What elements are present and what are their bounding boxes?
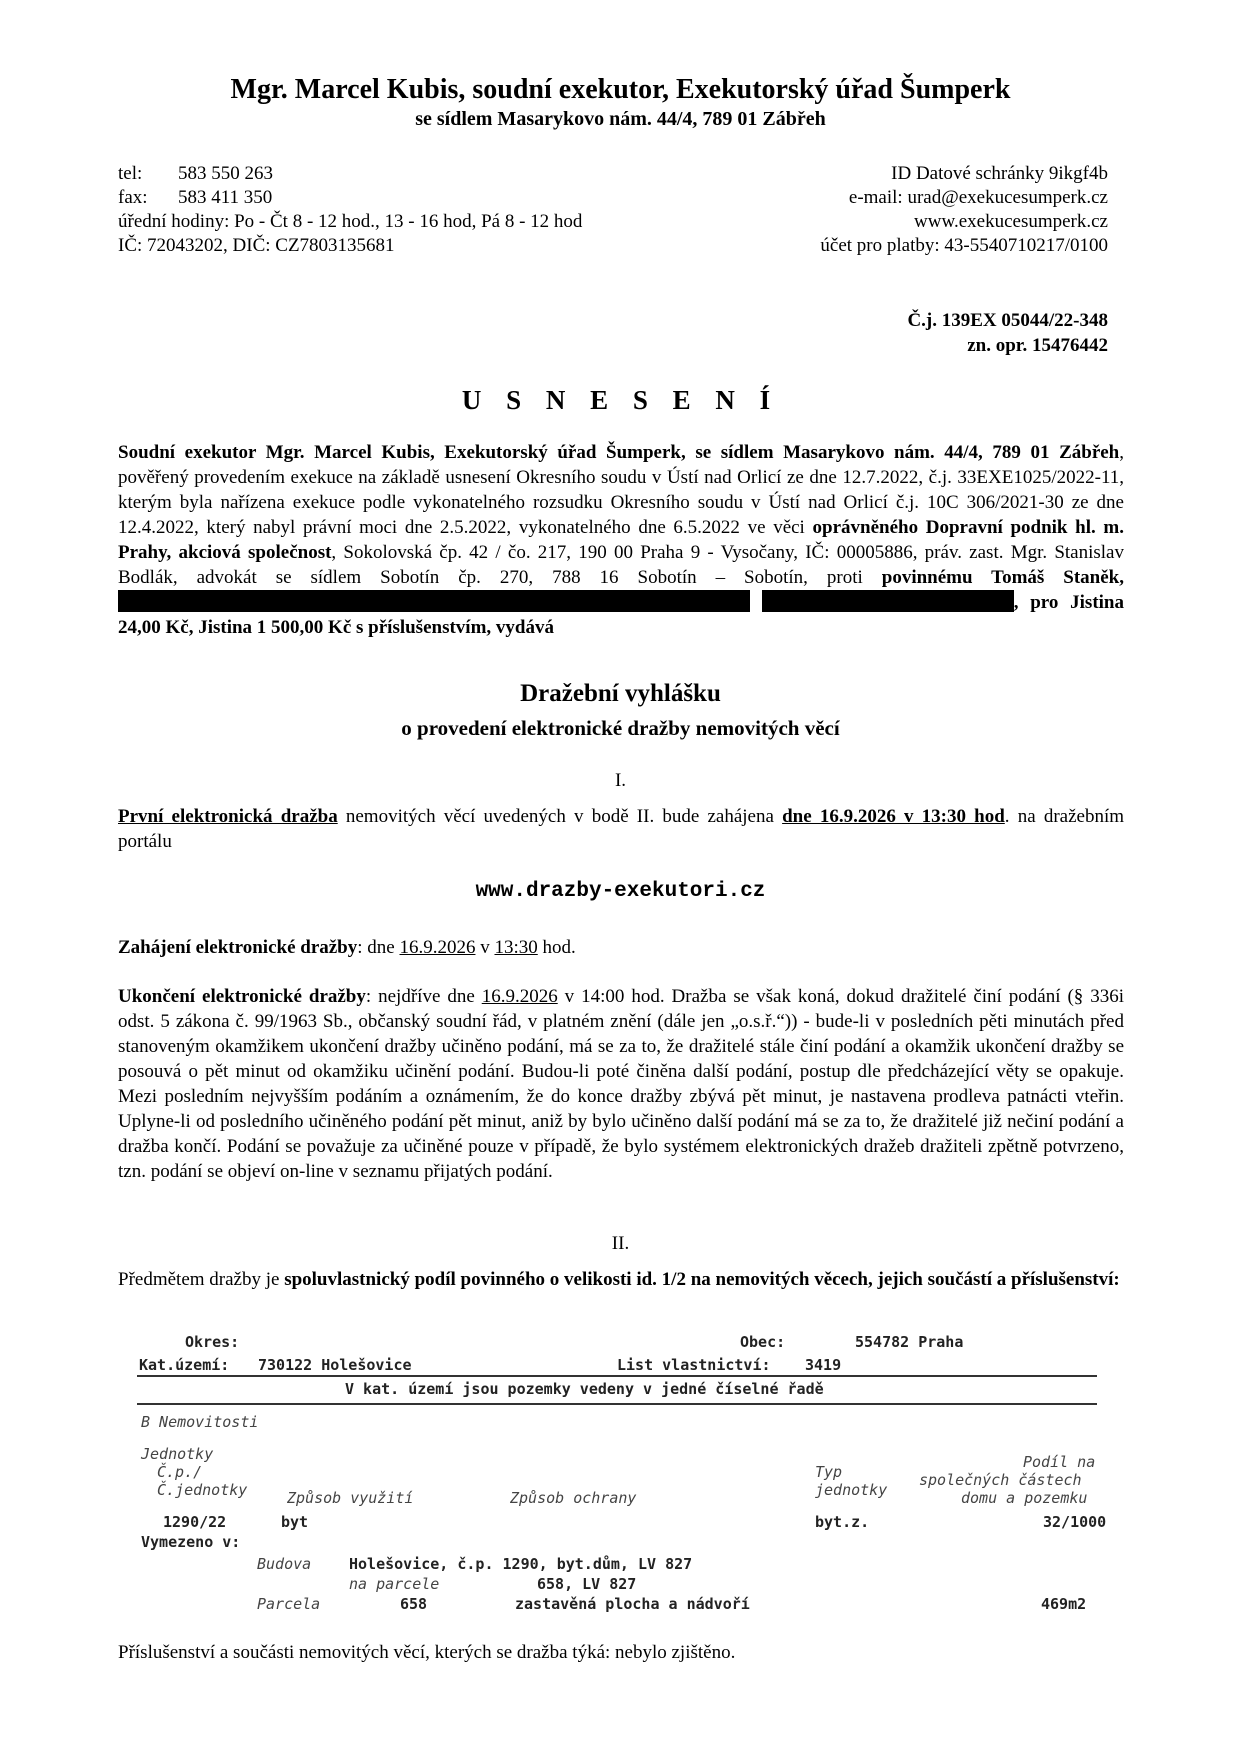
intro-text-2: , Sokolovská čp. 42 / čo. 217, 190 00 Praha 9 - Vysočany, IČ: 00005886, práv. zast. Mgr. Stanislav Bodlák, advokát se sídlem Sobotín čp. 270, 788 16 Sobotín – Sobotín, proti [118,542,1124,588]
start-text: hod. [537,937,576,958]
ic-dic: IČ: 72043202, DIČ: CZ7803135681 [118,235,395,256]
bank-account: účet pro platby: 43-5540710217/0100 [820,235,1108,256]
col-type-1: Typ [815,1463,843,1481]
lv-label: List vlastnictví: [617,1356,771,1374]
unit-share: 32/1000 [1043,1513,1107,1531]
parcel-number: 658 [400,1595,428,1613]
obec-label: Obec: [740,1333,786,1351]
website: www.exekucesumperk.cz [914,211,1108,232]
parcel-label: Parcela [257,1595,321,1613]
end-label: Ukončení elektronické dražby [118,986,366,1007]
document-type-heading: U S N E S E N Í [461,385,780,415]
auction-end-paragraph [118,984,1124,1184]
section-b-heading: B Nemovitosti [141,1413,259,1431]
end-text: : nejdříve dne [365,986,482,1007]
auction-portal-url: www.drazby-exekutori.cz [475,880,766,903]
intro-text: , pověřený provedením exekuce na základě usnesení Okresního soudu v Ústí nad Orlicí ze dne 12.7.2022, č.j. 33EXE1025/2022-11, kterým byla nařízena exekuce podle vykonatelného rozsudku Okresního soudu v Ústí nad Orlicí č.j. 10C 306/2021-30 ze dne 12.4.2022, který nabyl právní moci dne 2.5.2022, vykonatelného dne 6.5.2022 ve věci [118,442,1124,538]
lv-value: 3419 [805,1356,842,1374]
contact-right [820,162,1108,258]
defined-in-label: Vymezeno v: [141,1533,241,1551]
office-address: se sídlem Masarykovo nám. 44/4, 789 01 Zábřeh [415,108,826,130]
katuzemi-label: Kat.území: [139,1356,230,1374]
cadastre-banner: V kat. území jsou pozemky vedeny v jedné číselné řadě [345,1380,824,1398]
auction-start [118,935,1124,960]
col-share-3: domu a pozemku [961,1489,1088,1507]
start-text: : dne [357,937,400,958]
reference-block [907,308,1108,358]
start-label: Zahájení elektronické dražby [118,937,358,958]
col-cj: Č.jednotky [157,1481,248,1499]
redaction-block [118,590,750,612]
col-cp: Č.p./ [157,1463,203,1481]
col-units: Jednotky [141,1445,214,1463]
office-title: Mgr. Marcel Kubis, soudní exekutor, Exekutorský úřad Šumperk [230,74,1011,105]
case-number: Č.j. 139EX 05044/22-348 [907,310,1108,331]
unit-use: byt [281,1513,309,1531]
email: e-mail: urad@exekucesumperk.cz [848,187,1108,208]
start-text: v [475,937,495,958]
building-value: Holešovice, č.p. 1290, byt.dům, LV 827 [349,1555,693,1573]
okres-label: Okres: [185,1333,240,1351]
start-time: 13:30 [494,937,538,958]
end-text-body: v 14:00 hod. Dražba se však koná, dokud dražitelé činí podání (§ 336i odst. 5 zákona č. 99/1963 Sb., občanský soudní řád, v platném znění (dále jen „o.s.ř.“)) - bude-li v posledních pěti minutách před stanoveným okamžikem ukončení dražby učiněno podání, má se za to, že dražitelé stále činí podání a okamžik ukončení dražby se posouvá o pět minut od okamžiku učinění podání. Budou-li poté činěna další podání, postup dle předcházející věty se opakuje. Mezi posledním nejvyšším podáním a oznámením, že do konce dražby zbývá pět minut, je nastavena prodleva patnácti vteřin. Uplyne-li od posledního učiněného podání pět minut, aniž by bylo učiněno další podání má se za to, že dražitelé již nečiní podání a dražba končí. Podání se považuje za učiněné pouze v případě, že bylo systémem elektronických dražeb dražiteli zpětně potvrzeno, tzn. podání se objeví on-line v seznamu přijatých podání. [118,986,1125,1182]
section-2-paragraph [118,1267,1124,1292]
section-1-text-b: . na dražebním portálu [118,806,1125,852]
col-share-1: Podíl na [1023,1453,1096,1471]
fax-value: 583 411 350 [178,187,273,208]
parcel-area: 469m2 [1041,1595,1087,1613]
tel-value: 583 550 263 [178,163,273,184]
fax-label: fax: [118,187,148,208]
col-share-2: společných částech [919,1471,1082,1489]
first-auction-label: První elektronická dražba [118,806,338,827]
extract-divider [137,1403,1097,1405]
intro-bold-creditor: oprávněného Dopravní podnik hl. m. Prahy, akciová společnost [118,517,1124,563]
col-protection: Způsob ochrany [510,1489,637,1507]
office-hours: úřední hodiny: Po - Čt 8 - 12 hod., 13 - 16 hod, Pá 8 - 12 hod [118,211,583,232]
decree-subtitle: o provedení elektronické dražby nemovitých věcí [401,716,840,740]
order-number: zn. opr. 15476442 [967,335,1108,356]
obec-value: 554782 Praha [855,1333,964,1351]
section-2-bold: spoluvlastnický podíl povinného o velikosti id. 1/2 na nemovitých věcech, jejich součástí a příslušenství: [284,1269,1120,1290]
col-use: Způsob využití [287,1489,414,1507]
auction-date: dne 16.9.2026 v 13:30 hod [782,806,1005,827]
intro-bold-executor: Soudní exekutor Mgr. Marcel Kubis, Exekutorský úřad Šumperk, se sídlem Masarykovo nám. 44/4, 789 01 Zábřeh [118,442,1120,463]
intro-bold-debtor: povinnému Tomáš Staněk, [881,567,1125,588]
katuzemi-value: 730122 Holešovice [258,1356,412,1374]
on-parcel-label: na parcele [349,1575,440,1593]
end-date: 16.9.2026 [481,986,558,1007]
section-1-text-a: nemovitých věcí uvedených v bodě II. bude zahájena [337,806,783,827]
intro-bold-claim: , pro Jistina 24,00 Kč, Jistina 1 500,00 Kč s příslušenstvím, vydává [118,592,1124,638]
unit-number: 1290/22 [163,1513,227,1531]
col-type-2: jednotky [815,1481,888,1499]
accessories-note: Příslušenství a součásti nemovitých věcí, kterých se dražba týká: nebylo zjištěno. [118,1642,736,1663]
section-1-paragraph [118,804,1124,854]
extract-divider [137,1375,1097,1377]
decree-title: Dražební vyhlášku [520,680,721,707]
unit-type: byt.z. [815,1513,870,1531]
contact-left [118,162,582,258]
parcel-type: zastavěná plocha a nádvoří [515,1595,750,1613]
tel-label: tel: [118,163,143,184]
building-label: Budova [257,1555,312,1573]
intro-paragraph [118,440,1124,640]
section-2-number: II. [611,1233,630,1254]
section-1-number: I. [614,770,627,791]
on-parcel-value: 658, LV 827 [537,1575,637,1593]
section-2-text: Předmětem dražby je [118,1269,285,1290]
redaction-block [762,590,1014,612]
start-date: 16.9.2026 [399,937,476,958]
databox-id: ID Datové schránky 9ikgf4b [891,163,1108,184]
